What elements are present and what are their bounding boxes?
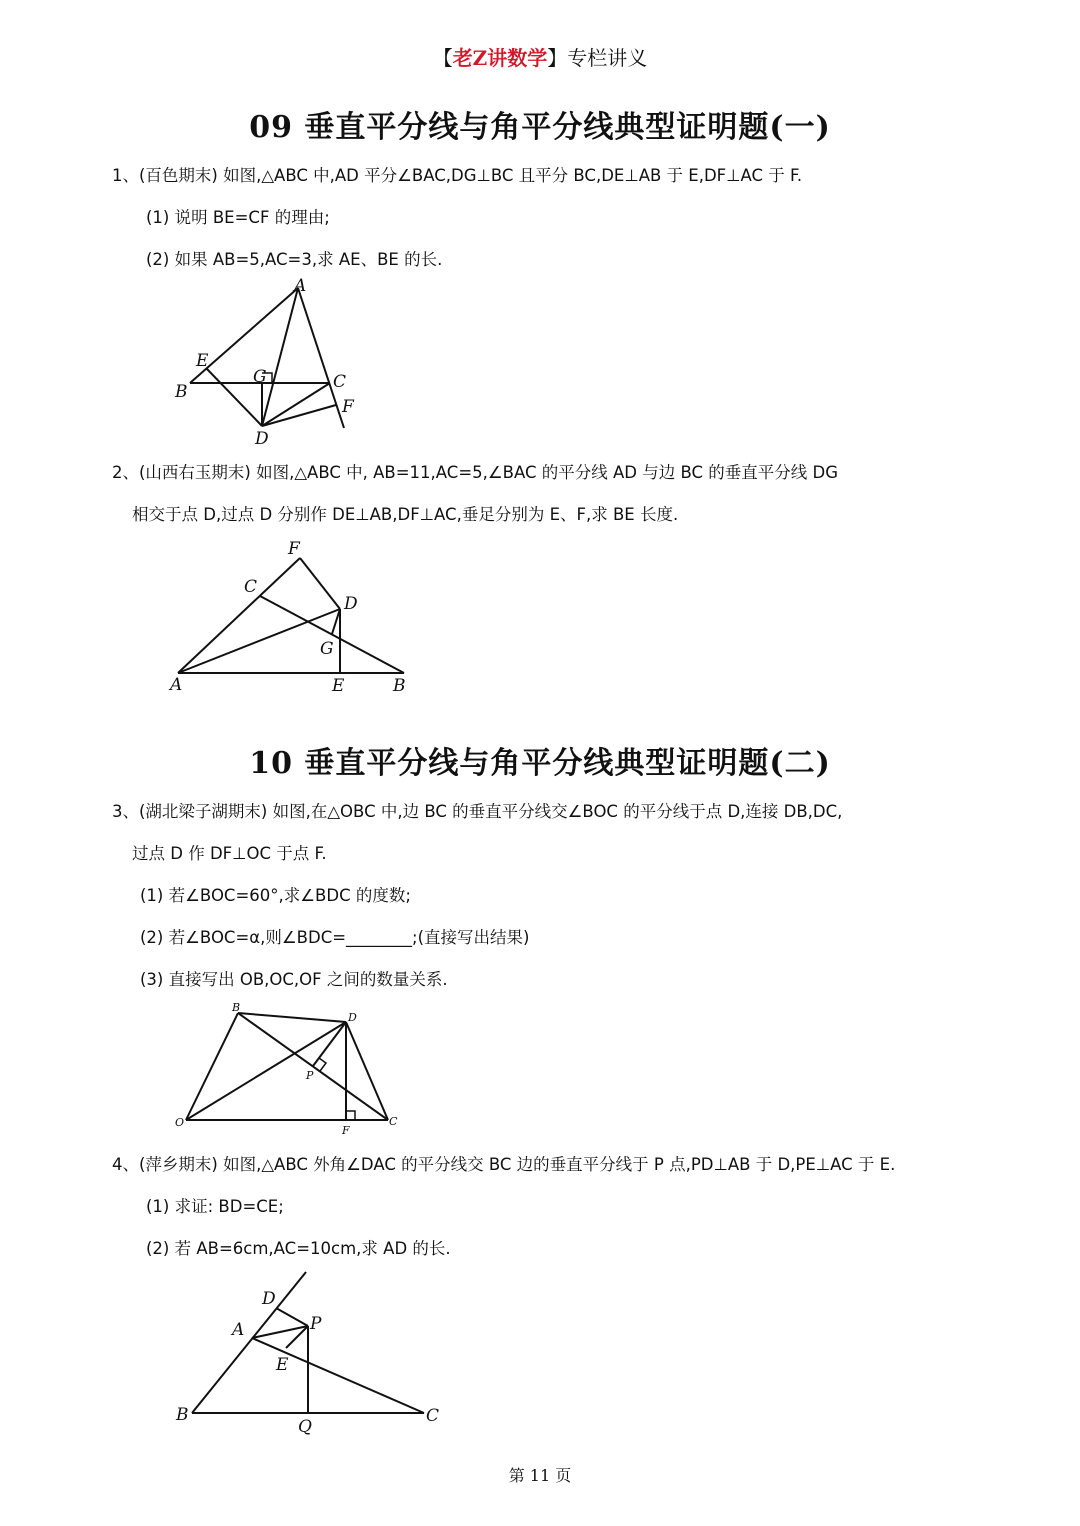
fig4-label-e: E xyxy=(276,1355,289,1375)
problem-3-question-1: (1) 若∠BOC=60°,求∠BDC 的度数; xyxy=(140,886,411,905)
fig4-label-c: C xyxy=(426,1406,440,1426)
figure-problem-2 xyxy=(160,536,420,701)
fig1-label-g: G xyxy=(253,367,267,387)
fig1-segment-df xyxy=(262,405,336,426)
fig4-label-d: D xyxy=(262,1289,276,1309)
fig3-label-c: C xyxy=(389,1115,398,1128)
fig1-label-f: F xyxy=(342,397,354,417)
fig2-label-b: B xyxy=(393,676,406,696)
problem-2-stem-line-2: 相交于点 D,过点 D 分别作 DE⊥AB,DF⊥AC,垂足分别为 E、F,求 BE 长度. xyxy=(132,505,679,524)
fig2-segment-ad xyxy=(178,609,340,673)
fig4-label-b: B xyxy=(176,1405,189,1425)
fig2-label-g: G xyxy=(320,639,334,659)
fig4-label-a: A xyxy=(232,1320,245,1340)
section-title-09: 09 垂直平分线与角平分线典型证明题(一) xyxy=(249,110,831,145)
problem-3-stem-line-1: 3、(湖北梁子湖期末) 如图,在△OBC 中,边 BC 的垂直平分线交∠BOC 的平分线于点 D,连接 DB,DC, xyxy=(112,802,843,821)
figure-problem-1 xyxy=(170,276,370,446)
fig2-label-d: D xyxy=(344,594,358,614)
problem-1-stem: 1、(百色期末) 如图,△ABC 中,AD 平分∠BAC,DG⊥BC 且平分 BC,DE⊥AB 于 E,DF⊥AC 于 F. xyxy=(112,166,803,185)
problem-3-question-3: (3) 直接写出 OB,OC,OF 之间的数量关系. xyxy=(140,970,448,989)
problem-4-stem: 4、(萍乡期末) 如图,△ABC 外角∠DAC 的平分线交 BC 边的垂直平分线于 P 点,PD⊥AB 于 D,PE⊥AC 于 E. xyxy=(112,1155,896,1174)
fig2-segment-cb xyxy=(260,596,404,673)
header-brand: 老Z讲数学 xyxy=(452,46,548,70)
fig1-segment-ad xyxy=(262,288,298,426)
problem-3-question-2: (2) 若∠BOC=α,则∠BDC=________;(直接写出结果) xyxy=(140,928,530,947)
fig3-segment-bd xyxy=(238,1013,346,1022)
figure-problem-4 xyxy=(170,1266,450,1436)
header-subtitle: 专栏讲义 xyxy=(567,46,648,70)
fig4-label-p: P xyxy=(310,1314,322,1334)
fig3-label-b: B xyxy=(232,1001,241,1014)
fig3-label-o: O xyxy=(175,1116,185,1129)
fig3-segment-pd xyxy=(313,1022,346,1066)
fig1-label-a: A xyxy=(294,276,307,296)
fig3-label-f: F xyxy=(342,1124,350,1137)
fig4-segment-dp xyxy=(276,1308,308,1326)
fig3-right-angle-p xyxy=(319,1058,326,1071)
fig2-label-e: E xyxy=(332,676,345,696)
problem-2-stem-line-1: 2、(山西右玉期末) 如图,△ABC 中, AB=11,AC=5,∠BAC 的平分线 AD 与边 BC 的垂直平分线 DG xyxy=(112,463,839,482)
fig3-label-d: D xyxy=(348,1011,357,1024)
fig1-label-b: B xyxy=(175,382,188,402)
fig1-segment-acf xyxy=(298,288,347,428)
fig2-label-a: A xyxy=(170,675,183,695)
fig3-label-p: P xyxy=(306,1069,314,1082)
problem-4-question-2: (2) 若 AB=6cm,AC=10cm,求 AD 的长. xyxy=(146,1239,451,1258)
problem-1-question-1: (1) 说明 BE=CF 的理由; xyxy=(146,208,330,227)
fig4-label-q: Q xyxy=(298,1417,312,1436)
header-bracket-close: 】 xyxy=(547,46,568,70)
fig2-label-f: F xyxy=(288,539,300,559)
fig2-segment-fd xyxy=(300,558,340,609)
header-bracket-open: 【 xyxy=(432,46,453,70)
fig3-right-angle-f xyxy=(346,1111,355,1120)
page-number: 第 11 页 xyxy=(508,1466,572,1485)
fig4-segment-ac xyxy=(252,1338,424,1413)
section-title-10: 10 垂直平分线与角平分线典型证明题(二) xyxy=(249,746,831,781)
fig4-segment-bd-extended xyxy=(192,1272,306,1413)
fig2-segment-af xyxy=(178,558,300,673)
problem-4-question-1: (1) 求证: BD=CE; xyxy=(146,1197,284,1216)
problem-1-question-2: (2) 如果 AB=5,AC=3,求 AE、BE 的长. xyxy=(146,250,443,269)
fig1-label-c: C xyxy=(333,372,347,392)
figure-problem-3 xyxy=(168,998,408,1138)
fig1-label-d: D xyxy=(255,429,269,446)
problem-3-stem-line-2: 过点 D 作 DF⊥OC 于点 F. xyxy=(132,844,327,863)
fig1-label-e: E xyxy=(196,351,209,371)
page-header xyxy=(0,42,1080,71)
fig2-label-c: C xyxy=(244,577,258,597)
